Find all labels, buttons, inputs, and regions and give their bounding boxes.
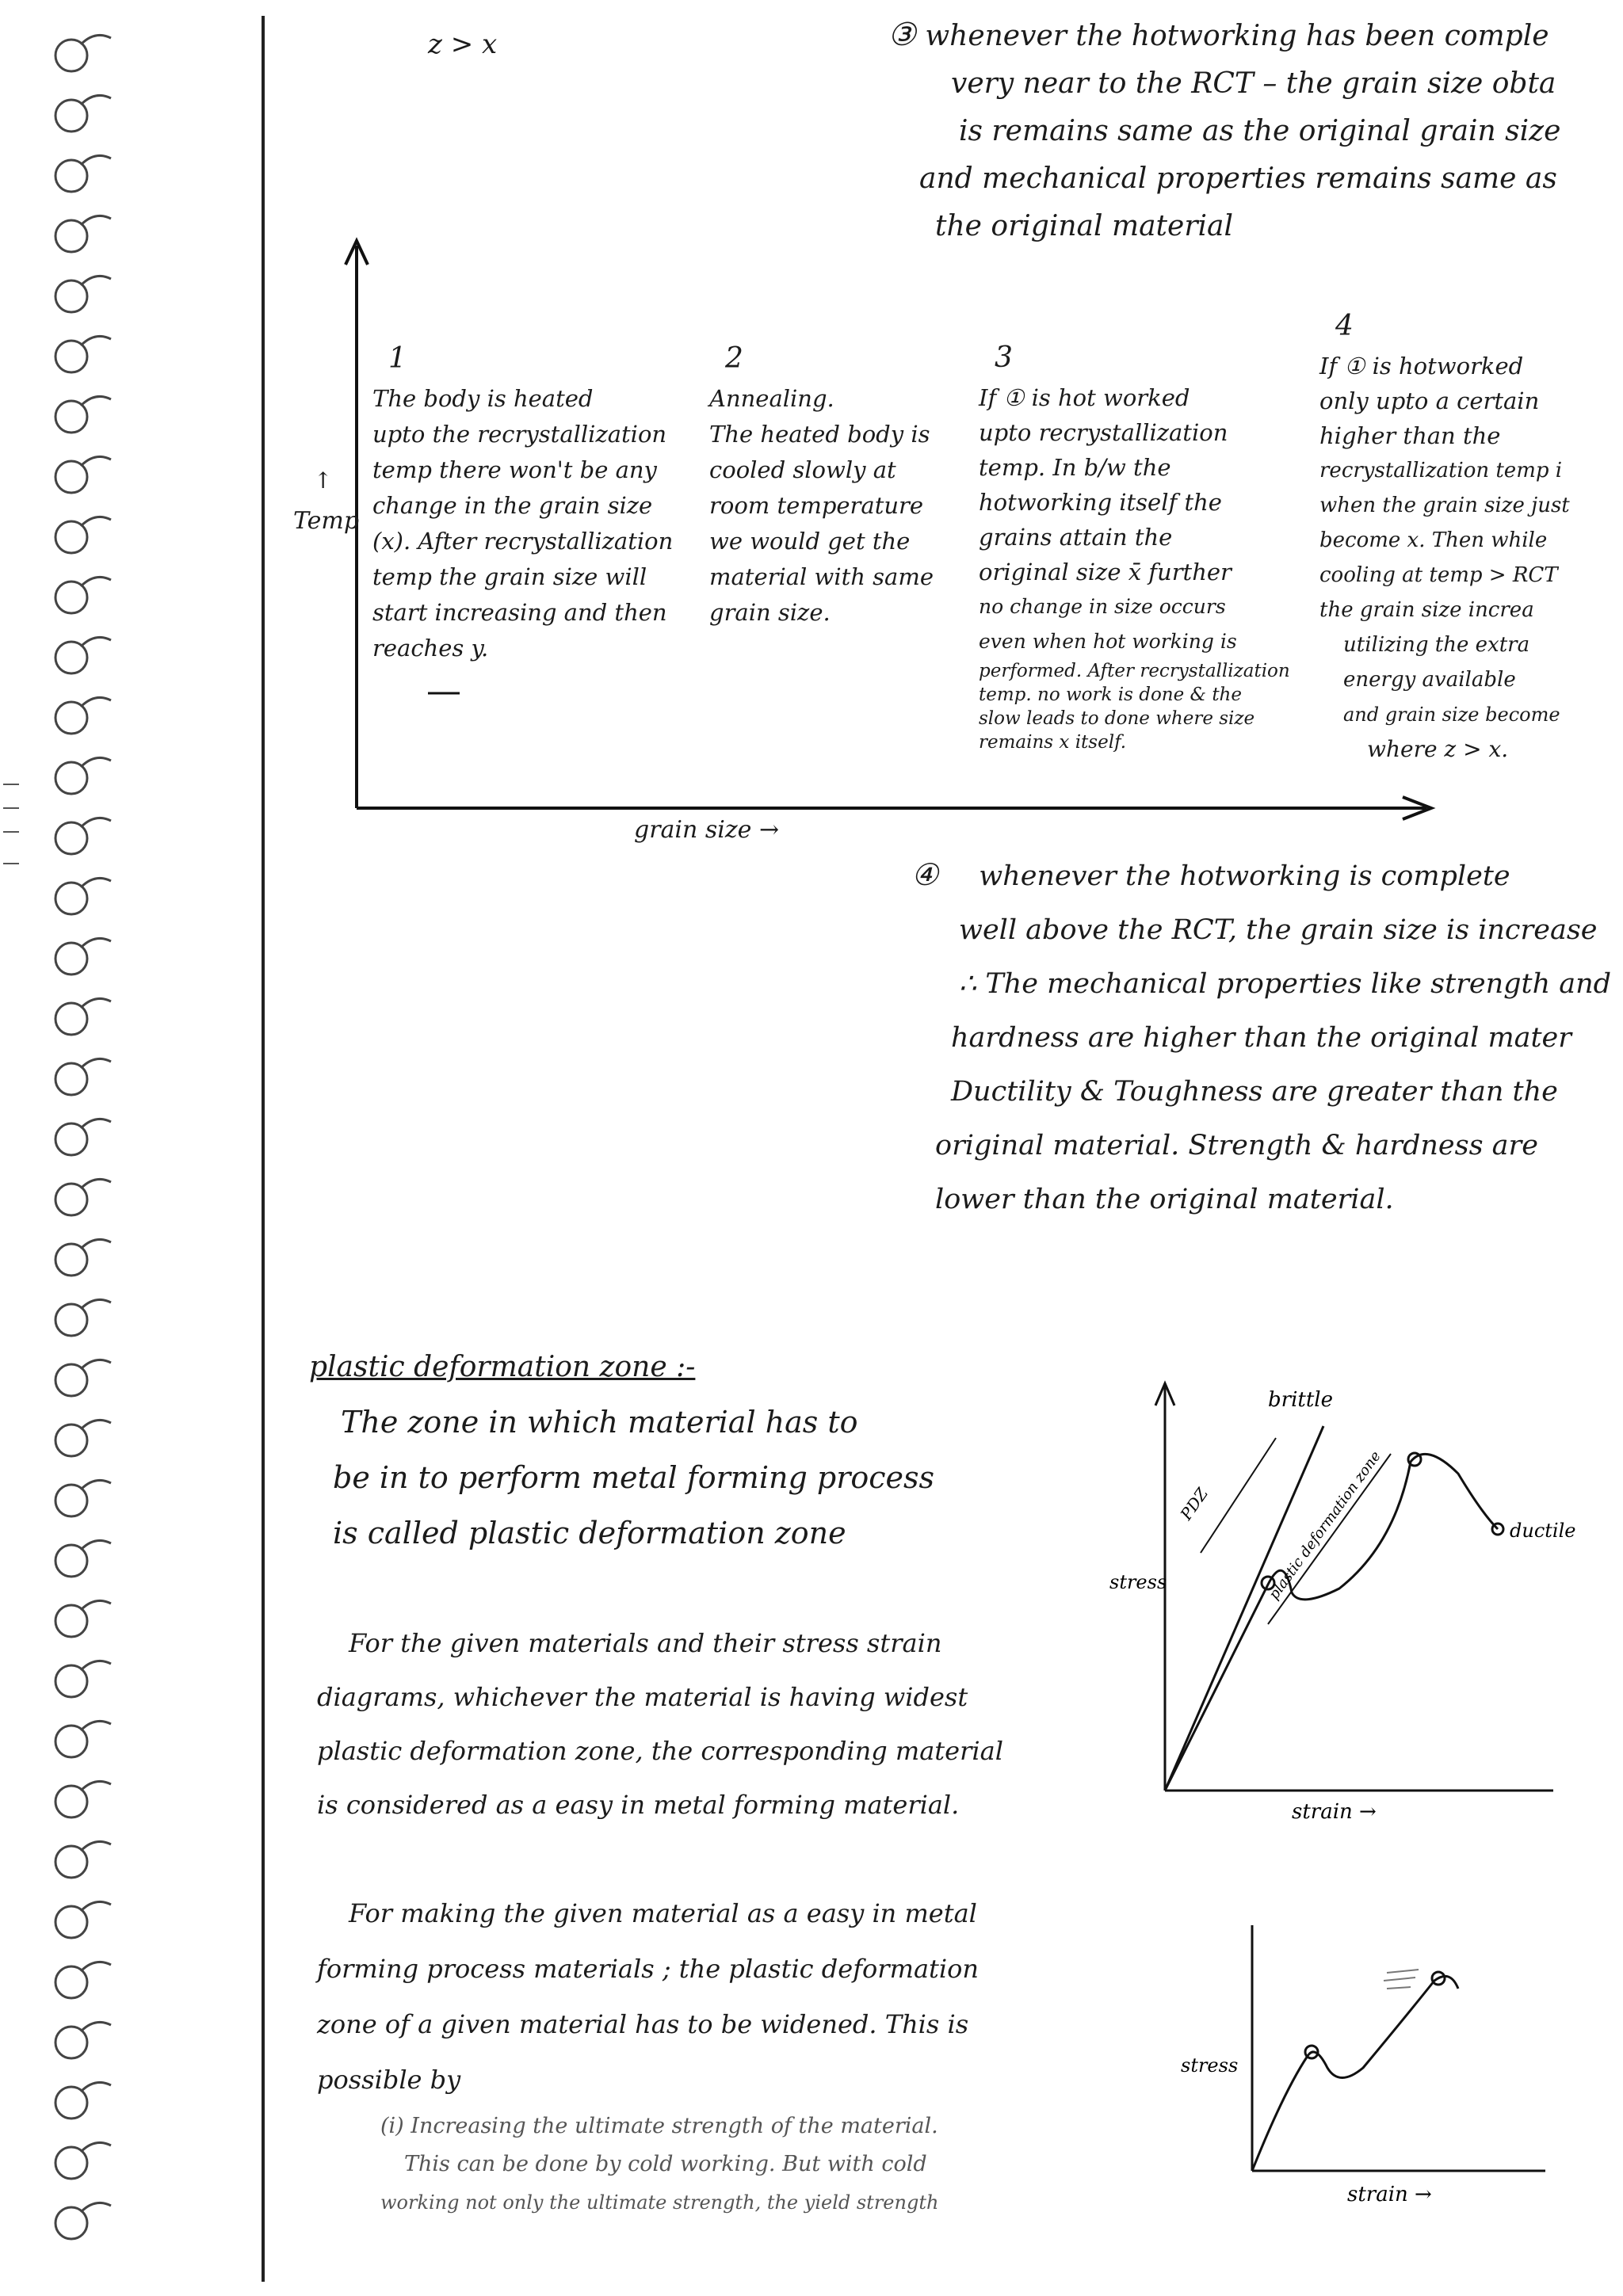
column-line: upto recrystallization [979, 419, 1228, 446]
spiral-wire [81, 998, 111, 1008]
margin-line [262, 16, 265, 2282]
point-3-line: very near to the RCT – the grain size obta [951, 67, 1556, 100]
graph1-column-2 [709, 341, 934, 631]
pdz-paragraph-1 [317, 1616, 1003, 1832]
column-line: temp the grain size will [372, 563, 647, 590]
sketch1-brittle-label: brittle [1268, 1388, 1333, 1412]
pdz-paragraph-line: zone of a given material has to be widened. This is [317, 2009, 969, 2039]
spiral-wire [81, 697, 111, 707]
column-line: utilizing the extra [1343, 633, 1530, 657]
sketch-stress-strain-widened-pdz [1149, 1901, 1561, 2218]
column-line: change in the grain size [372, 492, 653, 519]
column-line: material with same [709, 563, 934, 590]
column-line: higher than the [1319, 422, 1501, 449]
spiral-wire [81, 1179, 111, 1188]
point-4-line: original material. Strength & hardness are [935, 1130, 1538, 1161]
column-line: where z > x. [1367, 736, 1509, 762]
column-line: performed. After recrystallization [979, 661, 1290, 681]
column-line: grains attain the [979, 524, 1173, 551]
spiral-wire [81, 396, 111, 406]
pdz-paragraph-line: plastic deformation zone, the corresponding material [317, 1736, 1003, 1766]
sketch-stress-strain-brittle-ductile [1109, 1363, 1585, 1822]
pdz-definition-line: be in to perform metal forming process [333, 1460, 935, 1495]
pdz-arrow-short [1201, 1438, 1276, 1553]
spiral-wire [81, 1600, 111, 1610]
pdz-item-line: (i) Increasing the ultimate strength of the material. [380, 2114, 938, 2138]
column-line: If ① is hot worked [979, 384, 1190, 411]
top-note: z > x [428, 29, 498, 60]
point-3-line: whenever the hotworking has been comple [925, 20, 1549, 52]
point-4-block [911, 848, 1611, 1226]
spiral-wire [81, 456, 111, 466]
column-line: original size x̄ further [979, 559, 1232, 585]
column-line: grain size. [709, 599, 831, 626]
column-number: 2 [725, 342, 743, 375]
spiral-wire [81, 637, 111, 646]
spiral-wire [81, 336, 111, 345]
column-line: temp. no work is done & the [979, 685, 1242, 705]
spiral-wire [81, 1841, 111, 1851]
pdz-item-1 [380, 2107, 938, 2222]
spiral-wire [81, 1239, 111, 1249]
pdz-paragraph-line: For making the given material as a easy in metal [349, 1898, 977, 1928]
column-line: only upto a certain [1319, 387, 1540, 414]
spiral-wire [81, 2082, 111, 2092]
column-line: temp. In b/w the [979, 454, 1171, 481]
column-line: reaches y. [372, 635, 489, 662]
column-line: The heated body is [709, 421, 930, 448]
graph1-xlabel: grain size → [634, 816, 780, 844]
pdz-definition-line: The zone in which material has to [341, 1405, 858, 1440]
column-line: energy available [1343, 668, 1516, 692]
column-line: temp there won't be any [372, 456, 657, 483]
pdz-item-line: working not only the ultimate strength, the yield strength [380, 2191, 939, 2214]
sketch1-ductile-label: ductile [1510, 1520, 1576, 1542]
point-3-number: ③ [888, 17, 916, 53]
pdz-arrow-long [1268, 1454, 1391, 1624]
spiral-binding [32, 0, 143, 2296]
spiral-wire [81, 1420, 111, 1429]
point-4-number: ④ [911, 857, 939, 892]
sketch1-ylabel: stress [1109, 1571, 1167, 1593]
column-line: cooling at temp > RCT [1319, 563, 1558, 587]
point-3-line: is remains same as the original grain size [959, 115, 1561, 147]
spiral-wire [81, 1119, 111, 1128]
pdz-definition-line: is called plastic deformation zone [333, 1516, 846, 1550]
column-line: we would get the [709, 528, 911, 555]
column-line: and grain size become [1343, 704, 1560, 726]
spiral-wire [81, 938, 111, 948]
spiral-wire [81, 215, 111, 225]
brittle-curve [1165, 1426, 1323, 1791]
sketch2-xlabel: strain → [1347, 2183, 1432, 2206]
spiral-wire [81, 1661, 111, 1670]
column-line: start increasing and then [372, 599, 667, 626]
spiral-wire [81, 1360, 111, 1369]
point-3-block [888, 11, 1560, 250]
margin-tick-marks [0, 776, 24, 935]
spiral-wire [81, 818, 111, 827]
column-line: when the grain size just [1319, 494, 1570, 517]
pdz-paragraph-2 [317, 1886, 979, 2107]
column-line: remains x itself. [979, 732, 1127, 753]
pdz-paragraph-line: is considered as a easy in metal forming material. [317, 1790, 960, 1820]
column-line: room temperature [709, 492, 924, 519]
sketch1-pdz-short-label: PDZ [1176, 1484, 1212, 1524]
spiral-wire [81, 577, 111, 586]
sketch2-scribble [1384, 1970, 1419, 1989]
spiral-wire [81, 1540, 111, 1550]
pdz-paragraph-line: diagrams, whichever the material is having widest [317, 1682, 968, 1712]
spiral-wire [81, 1962, 111, 1971]
sketch2-curve [1252, 1976, 1458, 2171]
column-line: no change in size occurs [979, 595, 1226, 618]
column-line: Annealing. [709, 385, 834, 412]
graph1-ylabel: Temp [293, 507, 360, 535]
pdz-paragraph-line: forming process materials ; the plastic deformation [317, 1954, 979, 1984]
spiral-wire [81, 2142, 111, 2152]
graph1-column-1 [372, 341, 673, 666]
column-number: 3 [995, 341, 1013, 374]
spiral-wire [81, 1781, 111, 1791]
column-line: upto the recrystallization [372, 421, 667, 448]
spiral-wire [81, 35, 111, 44]
spiral-wire [81, 1299, 111, 1309]
column-line: recrystallization temp i [1319, 459, 1563, 482]
graph1-column-3 [979, 341, 1290, 754]
column-line: cooled slowly at [709, 456, 896, 483]
point-3-line: and mechanical properties remains same as [919, 162, 1557, 195]
spiral-wire [81, 1480, 111, 1489]
spiral-wire [81, 1721, 111, 1730]
point-4-line: Ductility & Toughness are greater than the [951, 1076, 1558, 1108]
column-line: become x. Then while [1319, 528, 1548, 552]
point-3-line: the original material [935, 210, 1234, 242]
column-line: If ① is hotworked [1319, 353, 1524, 379]
graph1-column-4 [1319, 309, 1570, 767]
column-number: 1 [388, 342, 407, 375]
column-number: 4 [1335, 310, 1354, 342]
sketch1-pdz-long-label: plastic deformation zone [1266, 1447, 1384, 1603]
pdz-paragraph-line: For the given materials and their stress strain [349, 1628, 942, 1658]
column-line: the grain size increa [1319, 598, 1534, 622]
spiral-wire [81, 1058, 111, 1068]
pdz-title: plastic deformation zone :- [309, 1351, 696, 1383]
sketch1-xlabel: strain → [1292, 1800, 1377, 1822]
sketch2-ylabel: stress [1181, 2054, 1239, 2077]
spiral-wire [81, 2203, 111, 2212]
point-4-line: well above the RCT, the grain size is increase [959, 914, 1598, 946]
spiral-wire [81, 95, 111, 105]
spiral-wire [81, 757, 111, 767]
spiral-wire [81, 878, 111, 887]
spiral-wire [81, 1901, 111, 1911]
column-line: The body is heated [372, 385, 594, 412]
spiral-wire [81, 517, 111, 526]
spiral-wire [81, 2022, 111, 2031]
ultimate-point-marker [1408, 1453, 1421, 1466]
point-4-line: ∴ The mechanical properties like strength and [959, 968, 1612, 1000]
spiral-wire [81, 155, 111, 165]
column-line: hotworking itself the [979, 489, 1222, 516]
column-line: (x). After recrystallization [372, 528, 674, 555]
pdz-definition [333, 1394, 934, 1561]
pdz-item-line: This can be done by cold working. But with cold [404, 2152, 927, 2176]
column-line: even when hot working is [979, 630, 1237, 653]
spiral-wire [81, 276, 111, 285]
graph1-y-arrow-glyph: ↑ [314, 467, 333, 494]
point-4-line: lower than the original material. [935, 1184, 1394, 1215]
pdz-paragraph-line: possible by [317, 2065, 461, 2095]
column-line: slow leads to done where size [979, 708, 1255, 729]
point-4-line: hardness are higher than the original mater [951, 1022, 1572, 1054]
point-4-line: whenever the hotworking is complete [979, 860, 1510, 892]
